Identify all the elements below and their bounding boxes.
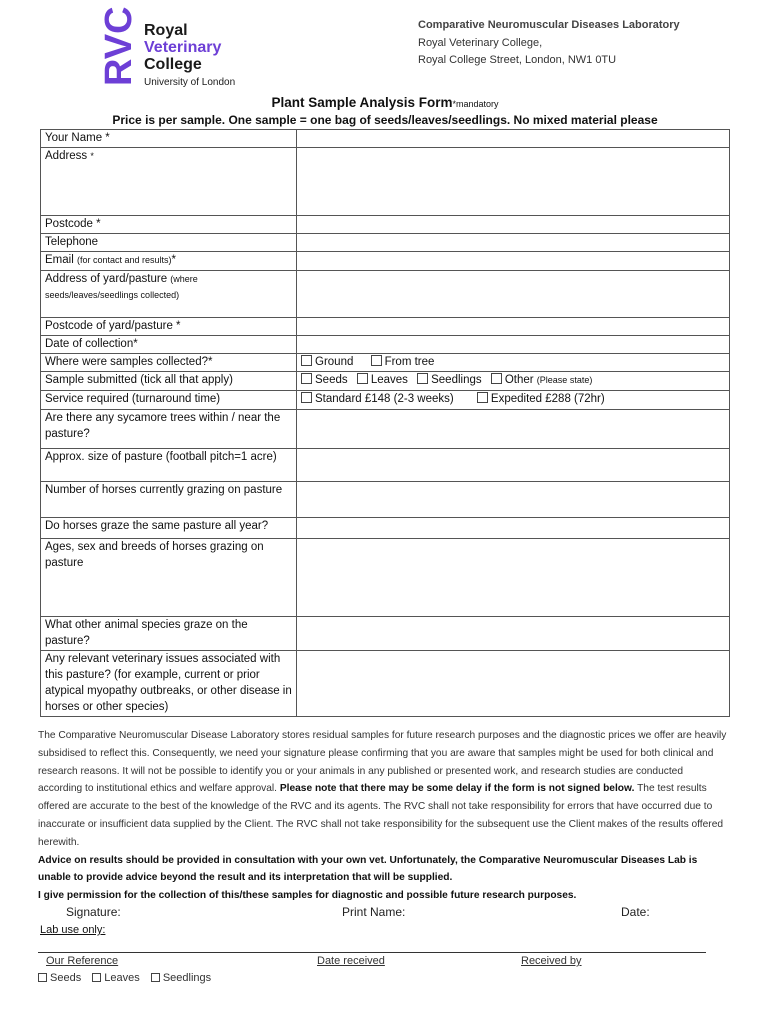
svg-text:RVC: RVC [98, 6, 140, 86]
row-where-collected [41, 354, 730, 372]
row-size [41, 449, 730, 482]
input-date-collection[interactable] [297, 336, 730, 354]
address-line-2: Royal Veterinary College, [418, 36, 543, 49]
row-yard-address [41, 271, 730, 318]
lab-option-seeds-label: Seeds [50, 972, 82, 984]
option-from-tree[interactable] [371, 354, 435, 370]
input-ages[interactable] [297, 539, 730, 617]
label-postcode: Postcode * [41, 216, 297, 234]
logo-college: College [144, 56, 202, 73]
label-email-note: (for contact and results) [76, 255, 172, 265]
option-other-label: Other [504, 374, 534, 386]
label-date-collection: Date of collection* [41, 336, 297, 354]
lab-option-seedlings-label: Seedlings [162, 972, 212, 984]
row-telephone [41, 234, 730, 252]
label-email-text: Email [45, 254, 74, 266]
label-address-text: Address [45, 150, 88, 162]
input-vet-issues[interactable] [297, 651, 730, 717]
label-other-species: What other animal species graze on the pasture? [41, 617, 297, 651]
option-leaves[interactable] [357, 372, 408, 388]
row-email [41, 252, 730, 271]
form-title-text: Plant Sample Analysis Form [271, 95, 453, 110]
logo-university: University of London [144, 77, 236, 88]
option-from-tree-label: From tree [384, 356, 435, 368]
label-address-star: * [90, 151, 94, 161]
option-other-note: (Please state) [536, 375, 593, 385]
legal-p2-bold: Advice on results should be provided in consultation with your own vet. Unfortunately, the Comparative Neuromuscular Diseases Lab is unable to provide advice beyond the result and its interpretation that will be supplied. [38, 854, 698, 884]
lab-checkbox-leaves[interactable] [92, 973, 101, 982]
row-address [41, 148, 730, 216]
option-seeds[interactable] [301, 372, 348, 388]
address-line-3: Royal College Street, London, NW1 0TU [418, 54, 617, 66]
row-same-pasture [41, 518, 730, 539]
input-horses-count[interactable] [297, 482, 730, 518]
row-name [41, 130, 730, 148]
input-telephone[interactable] [297, 234, 730, 252]
label-email [41, 252, 297, 271]
legal-p3-bold: I give permission for the collection of this/these samples for diagnostic and possible future research purposes. [38, 890, 577, 902]
row-service [41, 391, 730, 410]
option-ground[interactable] [301, 354, 353, 370]
option-standard[interactable] [301, 391, 454, 407]
label-telephone: Telephone [41, 234, 297, 252]
input-address[interactable] [297, 148, 730, 216]
option-ground-label: Ground [315, 356, 354, 368]
input-sycamore[interactable] [297, 410, 730, 449]
logo-royal: Royal [144, 22, 188, 39]
legal-p1-bold: Please note that there may be some delay if the form is not signed below. [279, 783, 635, 795]
label-sycamore: Are there any sycamore trees within / near the pasture? [41, 410, 297, 449]
input-yard-postcode[interactable] [297, 318, 730, 336]
logo-veterinary: Veterinary [144, 39, 222, 56]
legal-p1-a: The Comparative Neuromuscular Disease Laboratory stores residual samples for future research purposes and the diagnostic prices we offer are heavily subsidised to reflect this. Consequently, we need your signature please confirming that you are aware that samples might be used for both clinical and research reasons. It will not be possible to identify you or your animals in any published or presented work, and research studies are conducted according to institutional ethics and welfare approval. [38, 730, 727, 795]
row-ages [41, 539, 730, 617]
checkbox-other[interactable] [491, 373, 502, 384]
option-seedlings[interactable] [417, 372, 482, 388]
lab-option-seeds[interactable] [38, 972, 81, 984]
checkbox-from-tree[interactable] [371, 355, 382, 366]
input-name[interactable] [297, 130, 730, 148]
received-by-label: Received by [521, 955, 582, 967]
lab-option-leaves[interactable] [92, 972, 139, 984]
form-subtitle: Price is per sample. One sample = one bag of seeds/leaves/seedlings. No mixed material please [112, 113, 658, 127]
option-standard-label: Standard £148 (2-3 weeks) [315, 393, 454, 405]
legal-text [38, 727, 728, 905]
option-other[interactable] [491, 372, 593, 388]
checkbox-seedlings[interactable] [417, 373, 428, 384]
option-expedited[interactable] [477, 391, 605, 407]
input-other-species[interactable] [297, 617, 730, 651]
label-yard-address-note: (where seeds/leaves/seedlings collected) [45, 274, 198, 300]
option-seedlings-label: Seedlings [431, 374, 482, 386]
lab-option-leaves-label: Leaves [104, 972, 140, 984]
date-label: Date: [621, 905, 650, 919]
where-options [297, 354, 730, 372]
label-address [41, 148, 297, 216]
date-received-label: Date received [317, 955, 385, 967]
label-yard-address-text: Address of yard/pasture [45, 273, 168, 285]
label-email-star: * [171, 254, 176, 266]
row-vet-issues [41, 651, 730, 717]
row-date-collection [41, 336, 730, 354]
row-sycamore [41, 410, 730, 449]
checkbox-seeds[interactable] [301, 373, 312, 384]
legal-paragraph-1 [38, 727, 728, 852]
label-same-pasture: Do horses graze the same pasture all year? [41, 518, 297, 539]
label-where-collected: Where were samples collected?* [41, 354, 297, 372]
service-options [297, 391, 730, 410]
lab-name: Comparative Neuromuscular Diseases Laboratory [418, 19, 680, 31]
checkbox-leaves[interactable] [357, 373, 368, 384]
legal-paragraph-3 [38, 887, 728, 905]
lab-option-seedlings[interactable] [151, 972, 211, 984]
row-postcode [41, 216, 730, 234]
lab-sample-type-options [38, 972, 211, 984]
label-horses-count: Number of horses currently grazing on pasture [41, 482, 297, 518]
label-size: Approx. size of pasture (football pitch=1 acre) [41, 449, 297, 482]
lab-checkbox-seeds[interactable] [38, 973, 47, 982]
label-vet-issues: Any relevant veterinary issues associated with this pasture? (for example, current or prior atypical myopathy outbreaks, or other disease in horses or other species) [41, 651, 297, 717]
row-other-species [41, 617, 730, 651]
input-same-pasture[interactable] [297, 518, 730, 539]
label-service: Service required (turnaround time) [41, 391, 297, 410]
checkbox-ground[interactable] [301, 355, 312, 366]
row-horses-count [41, 482, 730, 518]
row-yard-postcode [41, 318, 730, 336]
input-yard-address[interactable] [297, 271, 730, 318]
label-sample-submitted: Sample submitted (tick all that apply) [41, 372, 297, 391]
sample-form-table [40, 129, 730, 717]
rvc-logo [98, 6, 262, 88]
print-name-label: Print Name: [342, 905, 406, 919]
input-size[interactable] [297, 449, 730, 482]
legal-paragraph-2 [38, 852, 728, 888]
form-title [0, 95, 770, 110]
label-name: Your Name * [41, 130, 297, 148]
label-ages: Ages, sex and breeds of horses grazing on pasture [41, 539, 297, 617]
lab-use-label: Lab use only: [40, 924, 106, 936]
input-email[interactable] [297, 252, 730, 271]
checkbox-standard[interactable] [301, 392, 312, 403]
lab-use-divider [38, 952, 706, 953]
rvc-logo-mark [98, 6, 140, 88]
label-yard-postcode: Postcode of yard/pasture * [41, 318, 297, 336]
legal-p1-c: The test results offered are accurate to the best of the knowledge of the RVC and its agents. The RVC shall not take responsibility for errors that have occurred due to inaccurate or insufficient data supplied by the Client. The RVC shall not take responsibility for the subsequent use the Client makes of the results offered herewith. [38, 783, 724, 848]
checkbox-expedited[interactable] [477, 392, 488, 403]
row-sample-submitted [41, 372, 730, 391]
mandatory-note: *mandatory [452, 99, 499, 109]
input-postcode[interactable] [297, 216, 730, 234]
logo-wordmark [144, 22, 235, 91]
signature-label: Signature: [66, 905, 121, 919]
lab-checkbox-seedlings[interactable] [151, 973, 160, 982]
label-yard-address [41, 271, 297, 318]
option-seeds-label: Seeds [315, 374, 348, 386]
our-reference-label: Our Reference [46, 955, 119, 967]
lab-address [418, 17, 680, 70]
option-leaves-label: Leaves [370, 374, 408, 386]
option-expedited-label: Expedited £288 (72hr) [490, 393, 605, 405]
sample-options [297, 372, 730, 391]
